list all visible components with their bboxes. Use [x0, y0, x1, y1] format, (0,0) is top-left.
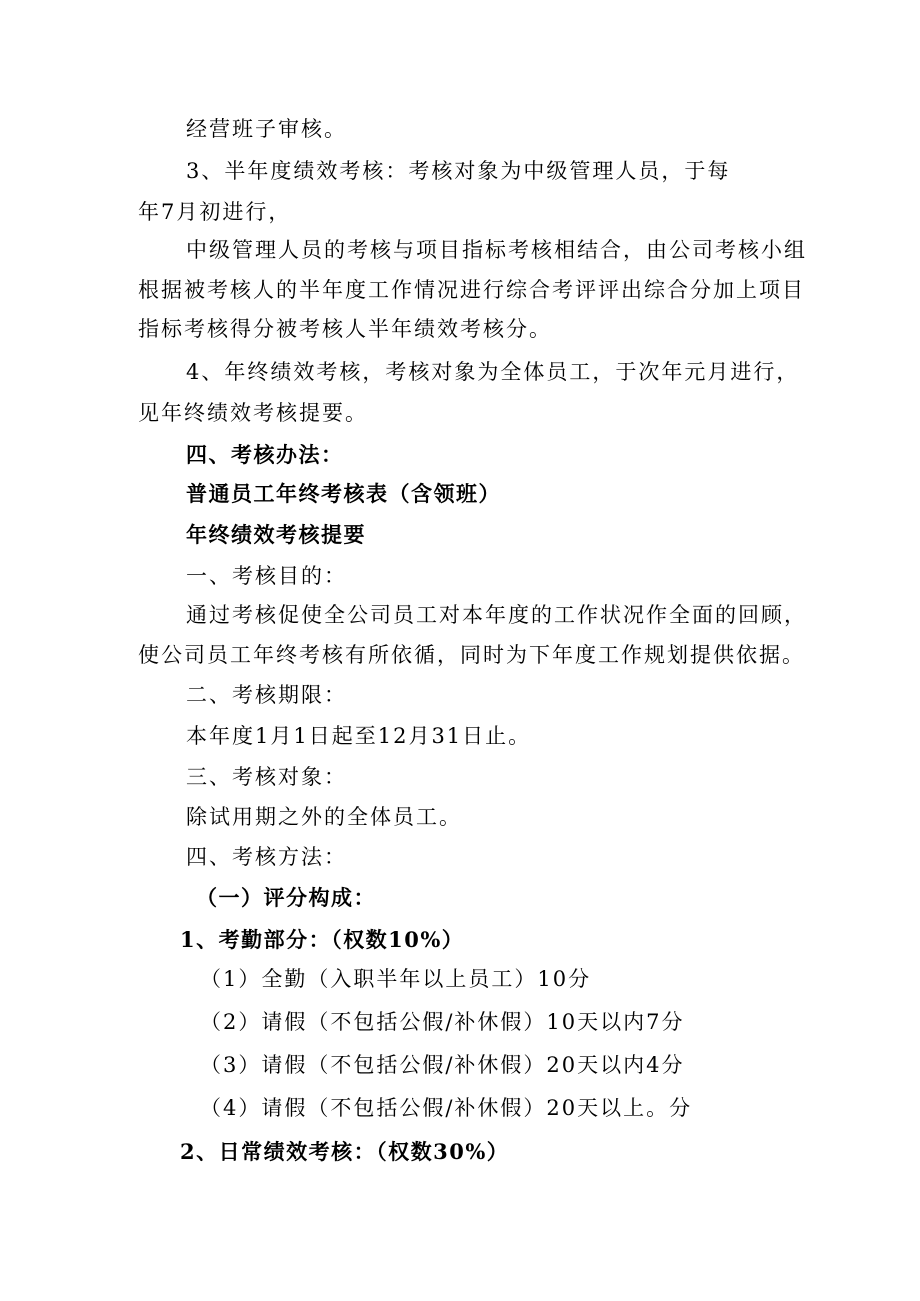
text-line: 根据被考核人的半年度工作情况进行综合考评评出综合分加上项目	[138, 278, 805, 302]
text-line: 一、考核目的：	[186, 564, 347, 588]
text-line: 通过考核促使全公司员工对本年度的工作状况作全面的回顾，	[186, 603, 807, 627]
text-line: （2）请假（不包括公假/补休假）10天以内7分	[200, 1010, 685, 1034]
section-heading: （一）评分构成：	[196, 885, 376, 910]
text-line: （3）请假（不包括公假/补休假）20天以内4分	[200, 1053, 685, 1077]
text-line: 四、考核方法：	[186, 845, 347, 869]
text-line: 经营班子审核。	[186, 117, 347, 141]
text-line: 见年终绩效考核提要。	[138, 401, 368, 425]
text-line: 指标考核得分被考核人半年绩效考核分。	[138, 317, 552, 341]
section-heading: 普通员工年终考核表（含领班）	[186, 481, 501, 506]
text-line: 3、半年度绩效考核：考核对象为中级管理人员，于每	[186, 159, 731, 183]
text-line: 除试用期之外的全体员工。	[186, 805, 462, 829]
text-line: 本年度1月1日起至12月31日止。	[186, 724, 532, 748]
section-heading: 2、日常绩效考核：（权数30%）	[180, 1139, 510, 1164]
text-line: 年7月初进行，	[138, 200, 292, 224]
text-line: （1）全勤（入职半年以上员工）10分	[200, 967, 592, 991]
text-line: 使公司员工年终考核有所依循，同时为下年度工作规划提供依据。	[138, 643, 805, 667]
text-line: 二、考核期限：	[186, 683, 347, 707]
text-line: 三、考核对象：	[186, 765, 347, 789]
text-line: 中级管理人员的考核与项目指标考核相结合，由公司考核小组	[186, 238, 807, 262]
section-heading: 1、考勤部分：（权数10%）	[180, 927, 465, 952]
section-heading: 年终绩效考核提要	[186, 522, 366, 547]
section-heading: 四、考核办法：	[186, 442, 344, 467]
text-line: 4、年终绩效考核，考核对象为全体员工，于次年元月进行，	[186, 360, 800, 384]
text-line: （4）请假（不包括公假/补休假）20天以上。分	[200, 1096, 693, 1120]
